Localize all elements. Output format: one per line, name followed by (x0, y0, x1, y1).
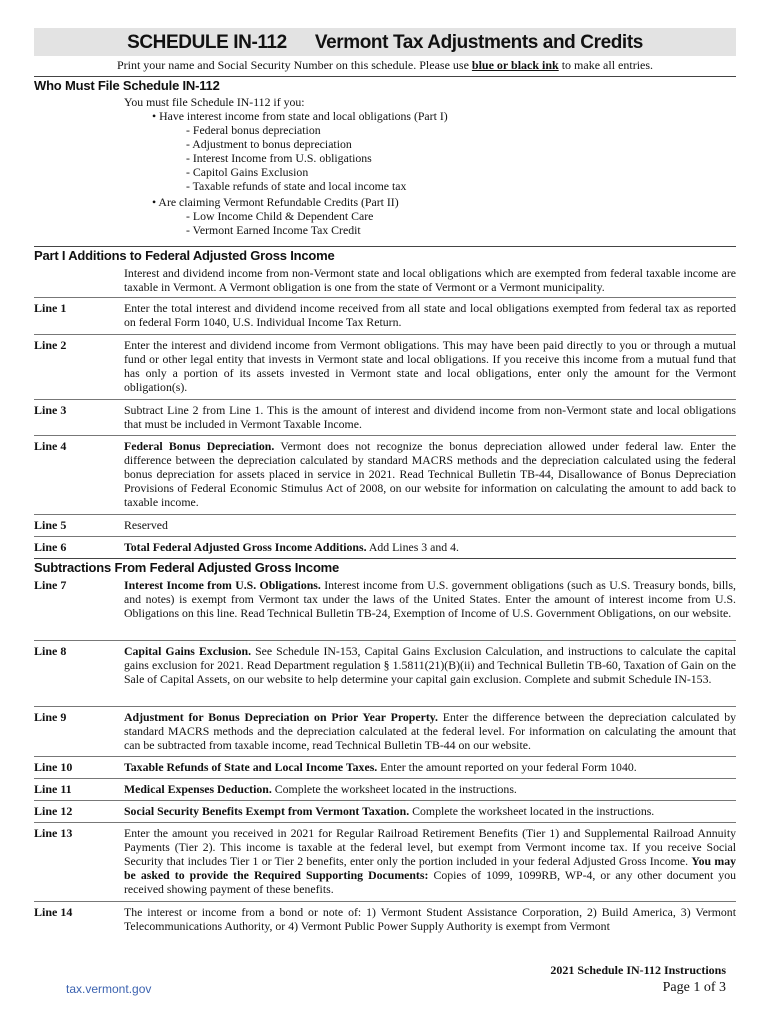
line-label: Line 6 (34, 540, 67, 554)
line-text: Enter the interest and dividend income from Vermont obligations. This may have been paid directly to you or through a mutual fund or other legal entity that invests in Vermont state and local obligations. If you receive this income from a mutual fund that has only a portion of its assets invested in Vermont state and local obligations, enter only the amount for the Vermont obligation(s). (124, 338, 736, 395)
part1-intro: Interest and dividend income from non-Vermont state and local obligations which are exempted from federal taxable income are taxable in Vermont. A Vermont obligation is one from the state of Vermont or a Vermont municipality. (124, 266, 736, 295)
line-text: Enter the amount you received in 2021 for Regular Railroad Retirement Benefits (Tier 1) and Supplemental Railroad Annuity Payments (Tier 2). This income is taxable at the federal level, but exempt from Vermont income tax. If you receive Social Security that includes Tier 1 or Tier 2 benefits, enter only the portion included in your federal Adjusted Gross Income. You may be asked to provide the Required Supporting Documents: Copies of 1099, 1099RB, WP-4, or any other document you received showing payment of these benefits. (124, 826, 736, 897)
line-12-row (34, 800, 736, 818)
schedule-number: SCHEDULE IN-112 (127, 32, 287, 53)
line-text: Enter the total interest and dividend income received from all state and local obligations exempted from federal tax as reported on federal Form 1040, U.S. Individual Income Tax Return. (124, 301, 736, 330)
line-text: Capital Gains Exclusion. See Schedule IN-153, Capital Gains Exclusion Calculation, and instructions to calculate the capital gains exclusion for 2021. Read Department regulation § 1.5811(21)(B)(ii) and Technical Bulletin TB-60, Taxation of Gain on the Sale of Capital Assets, on our website to help determine your capital gain exclusion. Complete and submit Schedule IN-153. (124, 644, 736, 687)
line-9-row (34, 706, 736, 753)
line-label: Line 11 (34, 782, 72, 796)
line-text: Taxable Refunds of State and Local Income Taxes. Enter the amount reported on your federal Form 1040. (124, 760, 637, 774)
bullet-part1: • Have interest income from state and local obligations (Part I) (152, 109, 448, 123)
part1-heading: Part I Additions to Federal Adjusted Gross Income (34, 246, 736, 264)
line-8-row (34, 640, 736, 687)
line-label: Line 13 (34, 826, 73, 840)
list-item: - Adjustment to bonus depreciation (186, 137, 352, 151)
line-label: Line 12 (34, 804, 73, 818)
line-text: Subtract Line 2 from Line 1. This is the amount of interest and dividend income from non-Vermont state and local obligations that must be included in Vermont Taxable Income. (124, 403, 736, 432)
line-text: Federal Bonus Depreciation. Vermont does not recognize the bonus depreciation allowed under federal law. Enter the difference between the depreciation calculated by standard MACRS methods and the depreciation calculated using the federal bonus depreciation for assets placed in service in 2021. Read Technical Bulletin TB-44, Disallowance of Bonus Depreciation Provisions of Federal Economic Stimulus Act of 2008, on our website for information on calculating the amount to add back to taxable income. (124, 439, 736, 510)
list-item: - Federal bonus depreciation (186, 123, 321, 137)
list-item: - Vermont Earned Income Tax Credit (186, 223, 361, 237)
line-text: Medical Expenses Deduction. Complete the worksheet located in the instructions. (124, 782, 517, 796)
entry-instructions (34, 57, 736, 73)
line-text: Social Security Benefits Exempt from Vermont Taxation. Complete the worksheet located in the instructions. (124, 804, 655, 818)
page-number: Page 1 of 3 (662, 980, 726, 995)
list-item: - Low Income Child & Dependent Care (186, 209, 374, 223)
instruction-text: Print your name and Social Security Number on this schedule. Please use (116, 58, 472, 72)
bullet-part2: • Are claiming Vermont Refundable Credits (Part II) (152, 195, 399, 209)
website-link[interactable]: tax.vermont.gov (66, 982, 152, 996)
line-1-row (34, 297, 736, 330)
line-11-row (34, 778, 736, 796)
line-label: Line 4 (34, 439, 67, 453)
line-label: Line 2 (34, 338, 67, 352)
line-label: Line 3 (34, 403, 67, 417)
who-intro: You must file Schedule IN-112 if you: (124, 95, 305, 109)
list-item: - Capitol Gains Exclusion (186, 165, 309, 179)
footer-schedule-title: 2021 Schedule IN-112 Instructions (550, 963, 726, 977)
line-label: Line 14 (34, 905, 73, 919)
line-text: The interest or income from a bond or note of: 1) Vermont Student Assistance Corporation, 2) Build America, 3) Vermont Telecommunications Authority, or 4) Vermont Public Power Supply Authority is exempt from Vermont (124, 905, 736, 934)
list-item: - Interest Income from U.S. obligations (186, 151, 372, 165)
who-must-file-heading: Who Must File Schedule IN-112 (34, 76, 736, 94)
ink-instruction: blue or black ink (471, 58, 559, 72)
title-bar (34, 28, 736, 56)
line-label: Line 10 (34, 760, 73, 774)
line-14-row (34, 901, 736, 934)
line-10-row (34, 756, 736, 774)
line-4-row (34, 435, 736, 510)
who-must-file-list (124, 95, 448, 237)
line-2-row (34, 334, 736, 395)
instruction-text-end: to make all entries. (558, 58, 654, 72)
page-title: Vermont Tax Adjustments and Credits (314, 32, 643, 53)
list-item: - Taxable refunds of state and local income tax (186, 179, 407, 193)
line-label: Line 1 (34, 301, 67, 315)
line-6-row (34, 536, 736, 554)
subtractions-heading: Subtractions From Federal Adjusted Gross Income (34, 558, 736, 576)
line-text: Reserved (124, 518, 168, 532)
line-label: Line 7 (34, 578, 67, 592)
line-label: Line 5 (34, 518, 67, 532)
line-text: Total Federal Adjusted Gross Income Additions. Add Lines 3 and 4. (124, 540, 459, 554)
line-label: Line 9 (34, 710, 67, 724)
line-5-row (34, 514, 736, 532)
line-label: Line 8 (34, 644, 67, 658)
line-13-row (34, 822, 736, 897)
line-text: Interest Income from U.S. Obligations. Interest income from U.S. government obligations (such as U.S. Treasury bonds, bills, and notes) is exempt from Vermont tax under the laws of the United States. Enter the amount of interest income from U.S. Obligations on this line. Read Technical Bulletin TB-24, Exemption of Income of U.S. Government Obligations, on our website. (124, 578, 736, 621)
line-text: Adjustment for Bonus Depreciation on Prior Year Property. Enter the difference between the depreciation calculated by standard MACRS methods and the depreciation calculated at the federal level. For information on calculating the amount that can be subtracted from taxable income, read Technical Bulletin TB-44 on our website. (124, 710, 736, 753)
line-3-row (34, 399, 736, 432)
